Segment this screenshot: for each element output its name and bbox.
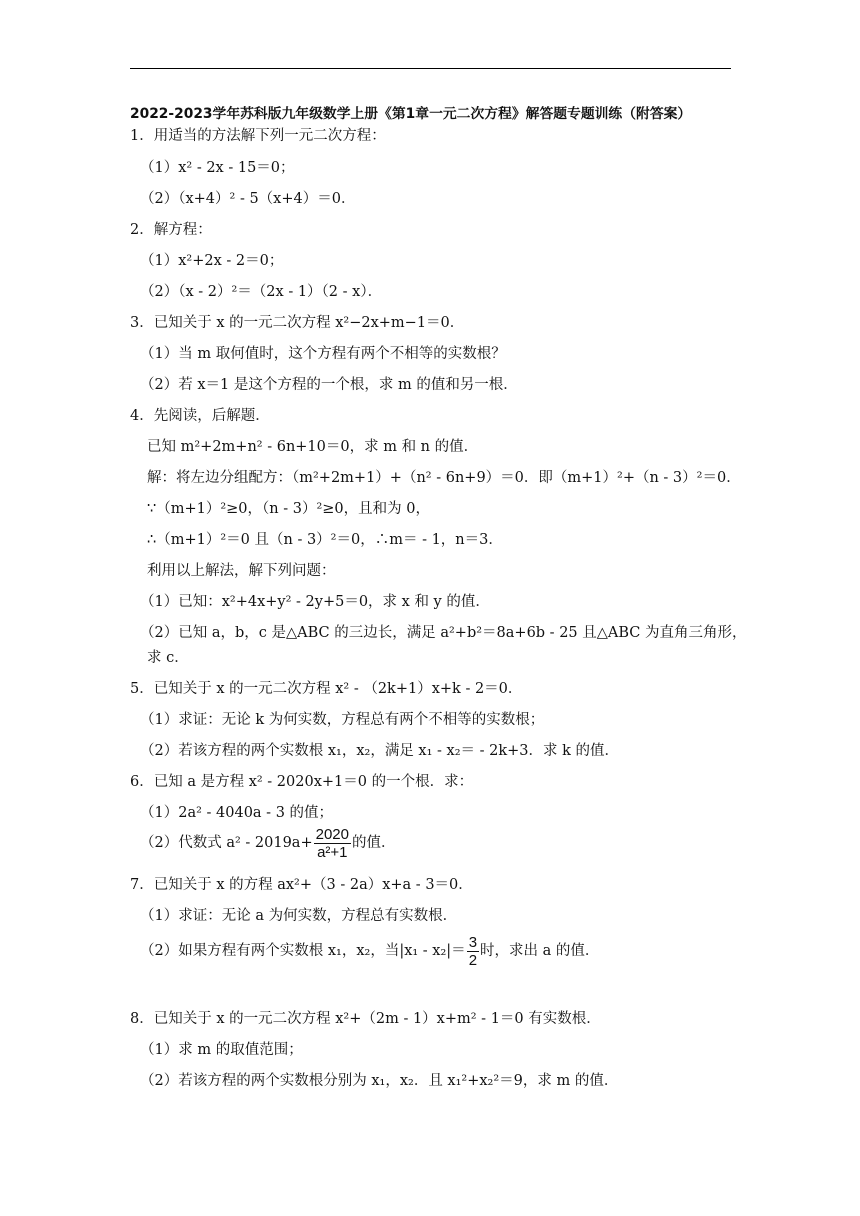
fraction-q7 [467,934,479,969]
fraction-q6-denominator: a²+1 [314,843,351,861]
fraction-q6-numerator: 2020 [315,825,349,843]
question-2-part-1: （1）x²+2x - 2＝0； [140,253,284,269]
question-5: 5．已知关于 x 的一元二次方程 x² - （2k+1）x+k - 2＝0． [130,681,523,697]
question-4-part-2-cont: 求 c． [147,650,189,666]
question-7-part-1: （1）求证：无论 a 为何实数，方程总有实数根． [140,908,458,924]
question-7-part-2: （2）如果方程有两个实数根 x₁，x₂，当|x₁ - x₂|＝ $\frac{3}{2}$ 时，求出 a 的值． [140,933,600,969]
question-6-part-2: （2）代数式 a² - 2019a+ $\frac{2020}{\text{a²+1}}$ 的值． [140,825,396,861]
question-6: 6．已知 a 是方程 x² - 2020x+1＝0 的一个根．求： [130,774,474,790]
question-2-part-2: （2）（x - 2）²＝（2x - 1）（2 - x）． [140,284,383,300]
question-8-part-1: （1）求 m 的取值范围； [140,1042,303,1058]
question-3: 3．已知关于 x 的一元二次方程 x²−2x+m−1＝0． [130,315,465,331]
question-4: 4．先阅读，后解题． [130,408,270,424]
fraction-q6 [314,826,351,861]
question-4-solution-1: 解：将左边分组配方：（m²+2m+1）+（n² - 6n+9）＝0．即（m+1）²+（n - 3）²＝0． [147,470,741,486]
question-5-part-1: （1）求证：无论 k 为何实数，方程总有两个不相等的实数根； [140,712,545,728]
fraction-q7-denominator: 2 [468,951,478,969]
document-title: 2022-2023学年苏科版九年级数学上册《第1章一元二次方程》解答题专题训练（附答案） [130,106,692,122]
question-4-instruction: 利用以上解法，解下列问题： [147,563,336,579]
question-4-given: 已知 m²+2m+n² - 6n+10＝0，求 m 和 n 的值． [147,439,479,455]
question-4-solution-2: ∵（m+1）²≥0，（n - 3）²≥0，且和为 0， [147,501,430,517]
question-4-solution-3: ∴（m+1）²＝0 且（n - 3）²＝0，∴m＝ - 1，n＝3． [147,532,503,548]
question-1: 1．用适当的方法解下列一元二次方程： [130,128,386,144]
question-4-part-1: （1）已知：x²+4x+y² - 2y+5＝0，求 x 和 y 的值． [140,594,490,610]
question-2: 2．解方程： [130,222,212,238]
question-1-part-2: （2）（x+4）² - 5（x+4）＝0． [140,191,356,207]
question-4-part-2: （2）已知 a，b，c 是△ABC 的三边长，满足 a²+b²＝8a+6b - 25 且△ABC 为直角三角形， [140,625,747,641]
question-3-part-1: （1）当 m 取何值时，这个方程有两个不相等的实数根？ [140,346,506,362]
question-1-part-1: （1）x² - 2x - 15＝0； [140,160,295,176]
question-8: 8．已知关于 x 的一元二次方程 x²+（2m - 1）x+m² - 1＝0 有实数根． [130,1011,601,1027]
header-rule [130,68,731,69]
fraction-q7-numerator: 3 [468,933,478,951]
question-8-part-2: （2）若该方程的两个实数根分别为 x₁，x₂．且 x₁²+x₂²＝9，求 m 的值． [140,1073,619,1089]
question-3-part-2: （2）若 x＝1 是这个方程的一个根，求 m 的值和另一根． [140,377,518,393]
question-7: 7．已知关于 x 的方程 ax²+（3 - 2a）x+a - 3＝0． [130,877,473,893]
question-5-part-2: （2）若该方程的两个实数根 x₁，x₂，满足 x₁ - x₂＝ - 2k+3．求 k 的值． [140,743,620,759]
question-6-part-1: （1）2a² - 4040a - 3 的值； [140,805,334,821]
